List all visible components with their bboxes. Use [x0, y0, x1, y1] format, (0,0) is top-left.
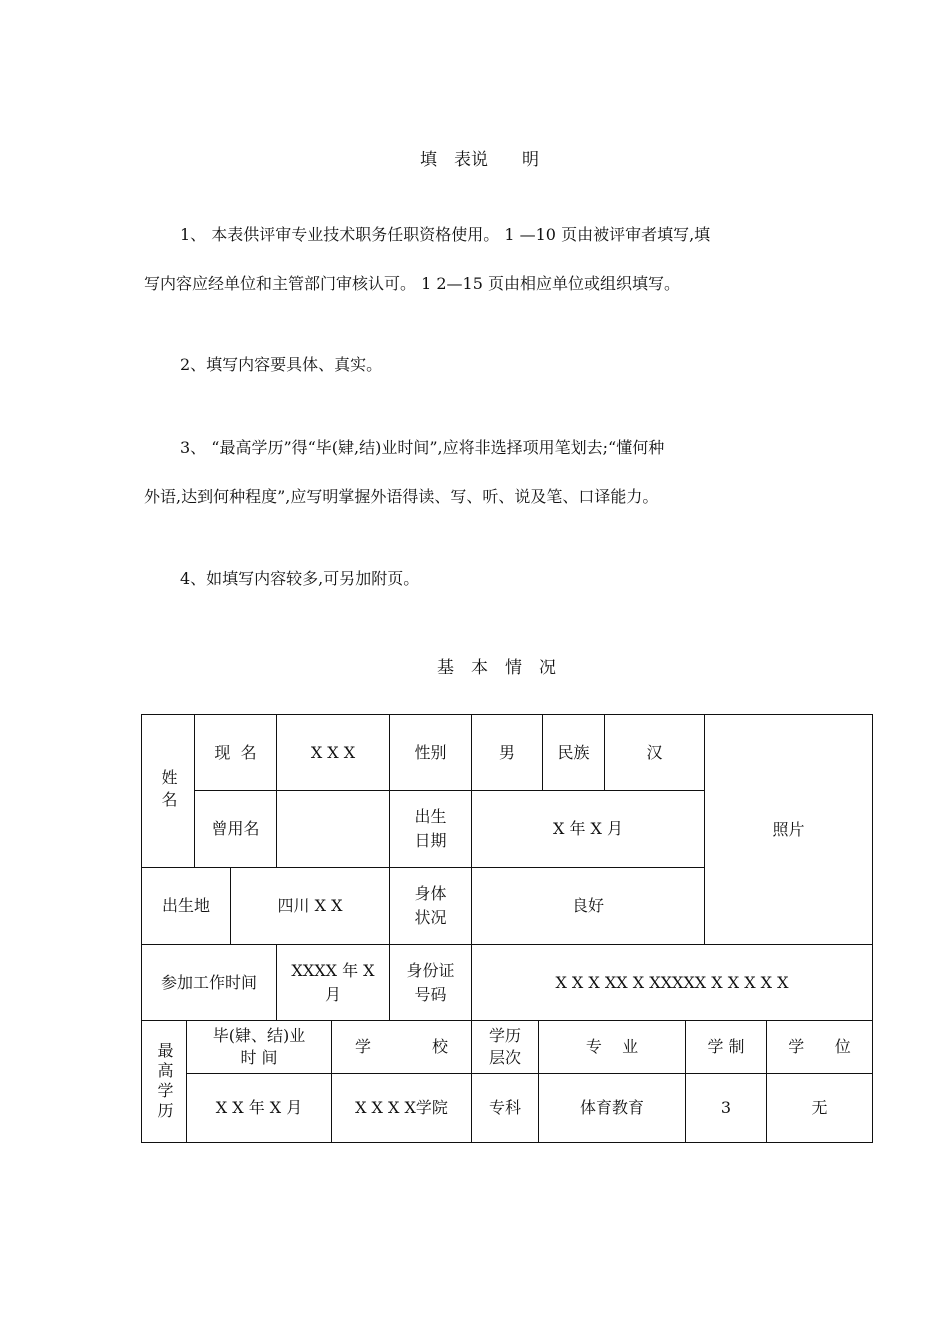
health-label: 身体 状况: [414, 884, 447, 927]
instructions-title: 填 表说 明: [420, 150, 539, 170]
health-value: 良好: [571, 896, 604, 915]
current-name-value: X X X: [310, 742, 356, 762]
basic-info-title: 基 本 情 况: [437, 658, 556, 678]
instruction-item-1-line1: 1、 本表供评审专业技术职务任职资格使用。 1 —10 页由被评审者填写,填: [180, 225, 711, 244]
grad-time-label: 毕(肄、结)业 时 间: [212, 1025, 306, 1067]
instruction-item-2: 2、填写内容要具体、真实。: [180, 355, 383, 374]
birthplace-label: 出生地: [161, 896, 210, 915]
id-number-label: 身份证 号码: [406, 960, 455, 1004]
birth-date-value: X 年 X 月: [552, 819, 624, 838]
instruction-item-4: 4、如填写内容较多,可另加附页。: [180, 569, 420, 588]
ethnicity-value: 汉: [646, 742, 663, 762]
school-value: X X X X学院: [355, 1098, 448, 1117]
grad-time-value: X X 年 X 月: [215, 1098, 303, 1117]
name-label: 姓名: [159, 769, 178, 813]
edu-level-value: 专科: [488, 1098, 521, 1117]
work-start-label: 参加工作时间: [160, 972, 257, 992]
duration-value: 3: [720, 1098, 732, 1117]
education-label: 最高学历: [155, 1041, 174, 1122]
photo-placeholder: 照片: [772, 819, 805, 839]
birthplace-value: 四川 X X: [277, 896, 343, 915]
duration-label: 学 制: [707, 1037, 745, 1056]
instruction-item-1-line2: 写内容应经单位和主管部门审核认可。 1 2—15 页由相应单位或组织填写。: [144, 274, 680, 293]
id-number-value: X X X XX X XXXXX X X X X X: [555, 972, 789, 992]
major-label: 专 业: [585, 1037, 639, 1056]
degree-value: 无: [811, 1098, 828, 1117]
work-start-value: XXXX 年 X 月: [291, 960, 375, 1004]
gender-label: 性别: [414, 742, 447, 762]
former-name-label: 曾用名: [211, 819, 260, 838]
birth-date-label: 出生 日期: [414, 807, 447, 850]
major-value: 体育教育: [579, 1098, 644, 1117]
instruction-item-3-line1: 3、 “最高学历”得“毕(肄,结)业时间”,应将非选择项用笔划去;“懂何种: [180, 438, 665, 457]
ethnicity-label: 民族: [557, 742, 590, 762]
instruction-item-3-line2: 外语,达到何种程度”,应写明掌握外语得读、写、听、说及笔、口译能力。: [144, 487, 659, 506]
school-label: 学 校: [354, 1037, 449, 1056]
current-name-label: 现 名: [214, 742, 257, 762]
edu-level-label: 学历 层次: [488, 1025, 521, 1067]
degree-label: 学 位: [788, 1037, 851, 1056]
gender-value: 男: [498, 742, 515, 762]
